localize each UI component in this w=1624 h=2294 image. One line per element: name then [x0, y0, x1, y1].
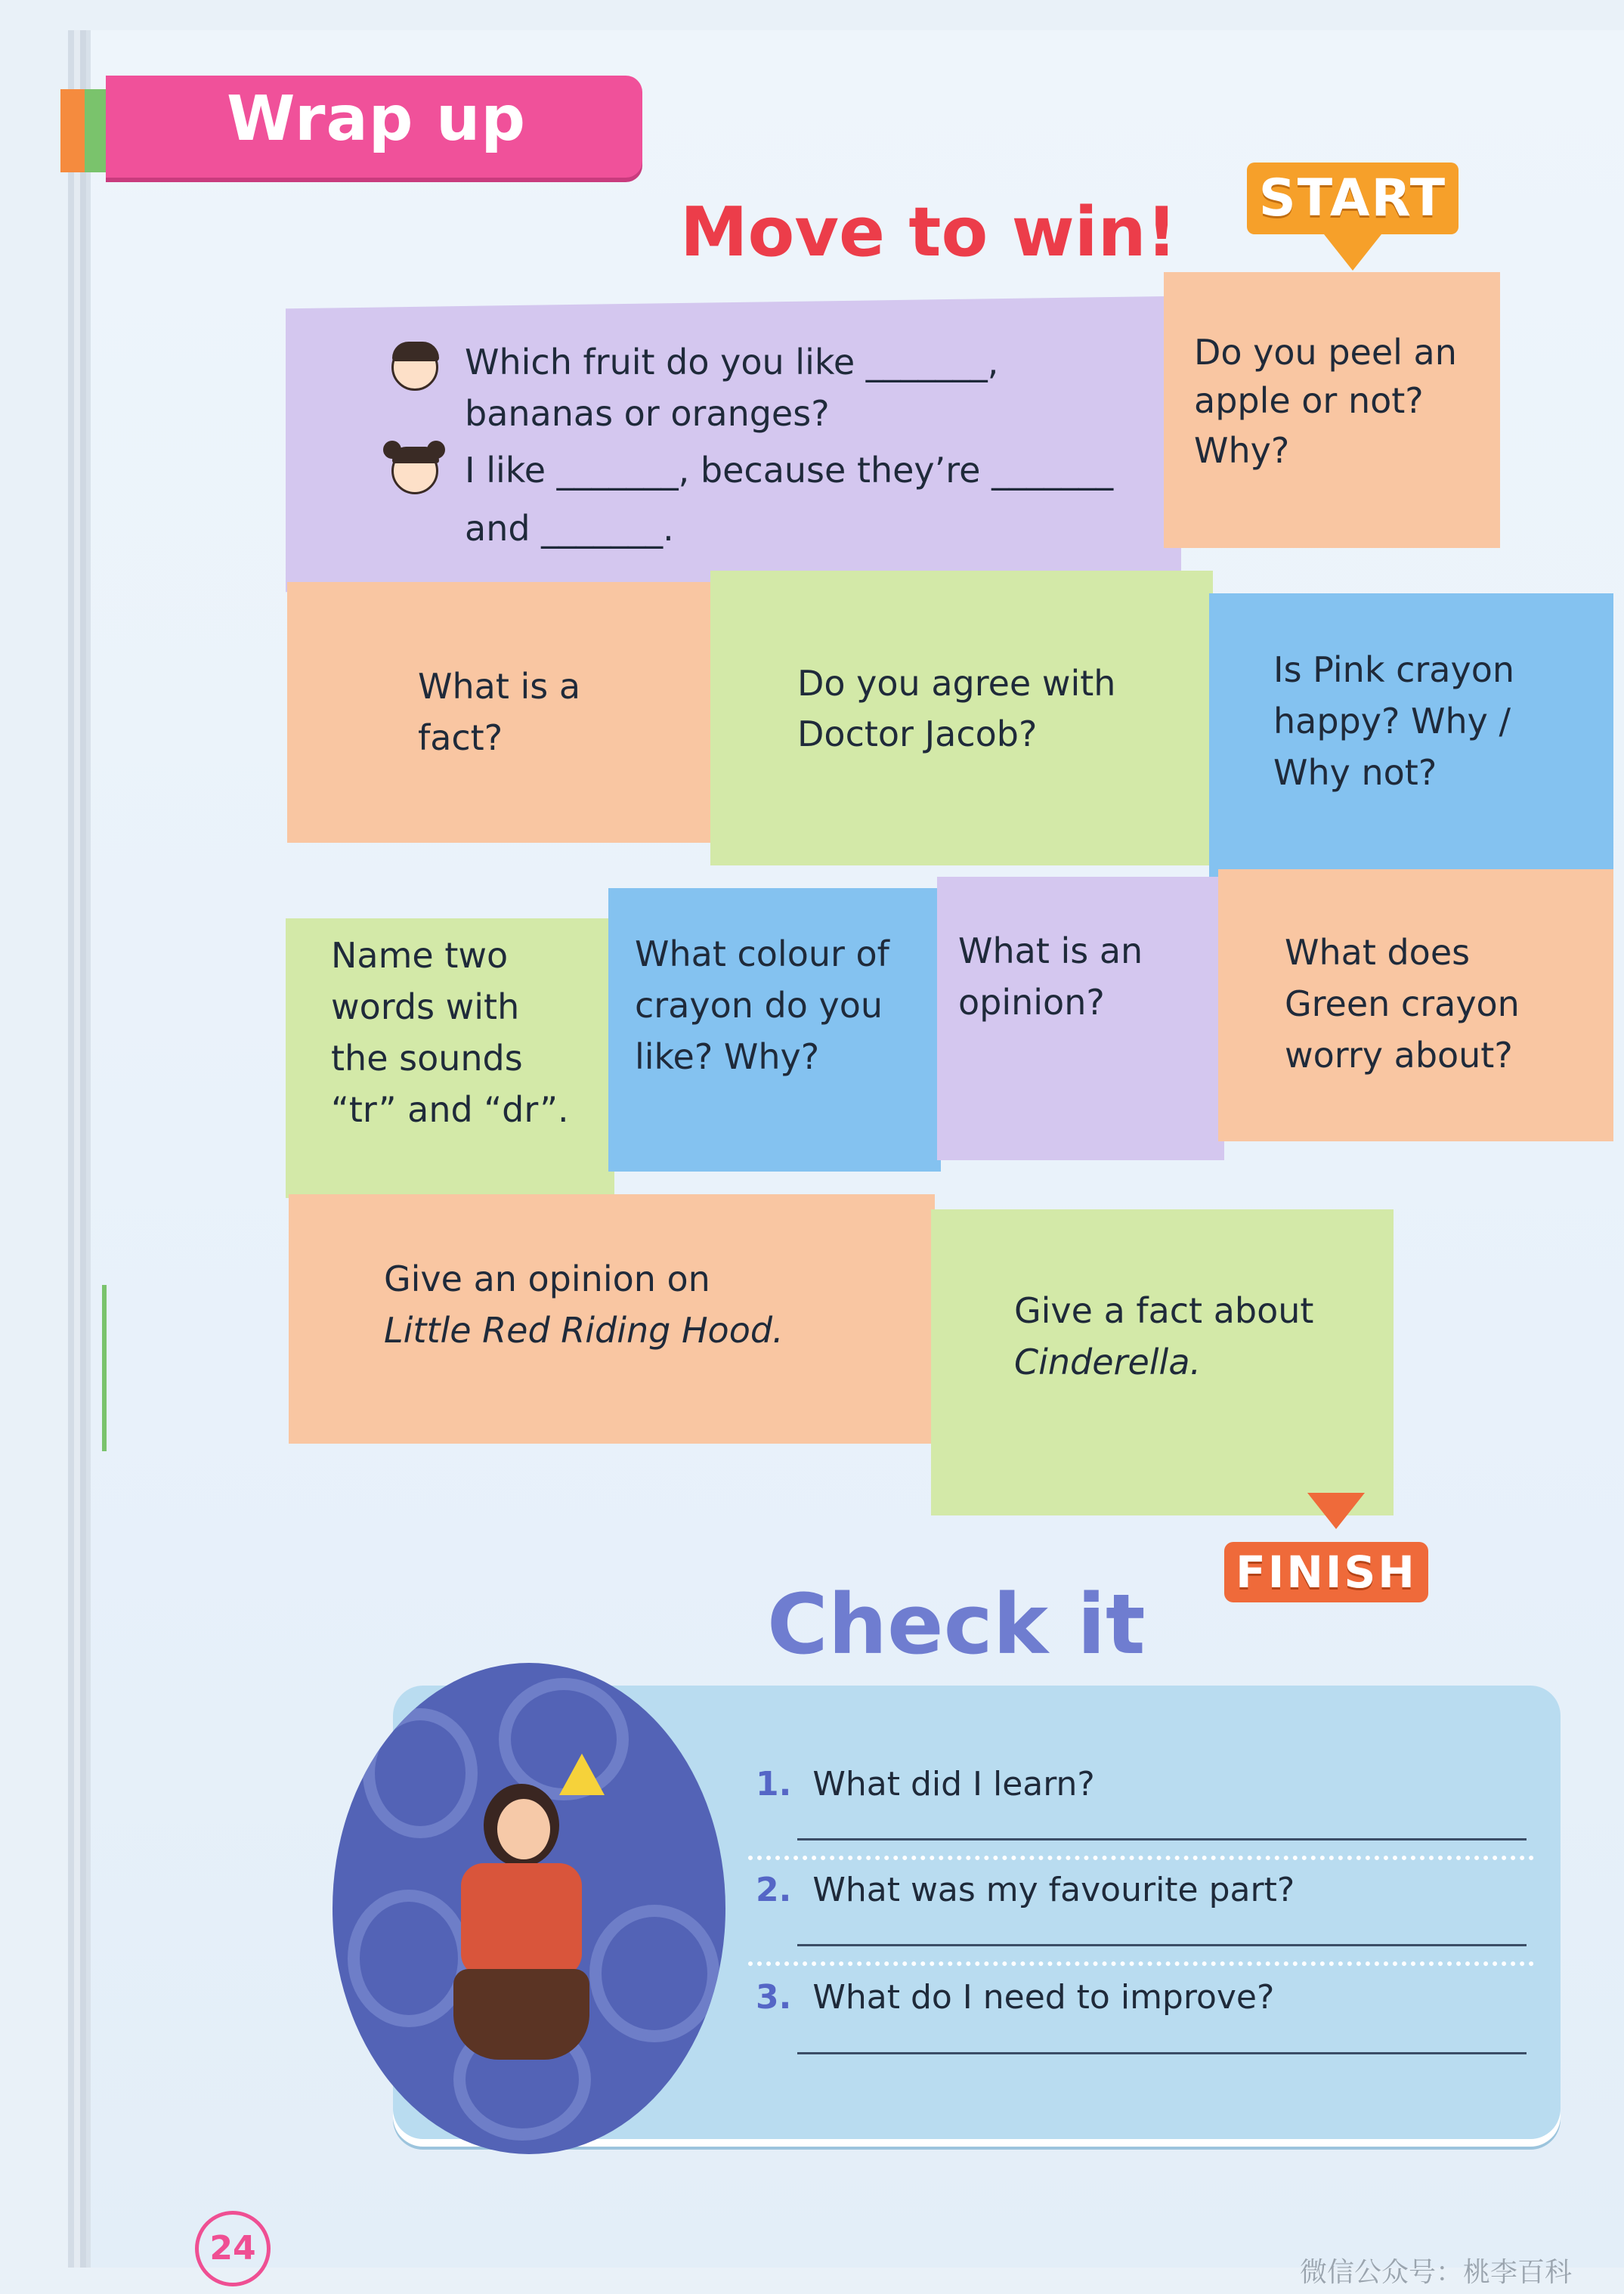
tile6-line2: Green crayon — [1285, 983, 1520, 1024]
question-number: 3. — [756, 1978, 792, 2017]
check-question-3 — [756, 1978, 1274, 2017]
girl-face-icon — [391, 447, 438, 494]
game-title: Move to win! — [680, 193, 1177, 272]
finish-badge: FINISH — [1224, 1542, 1428, 1602]
tile2-line2: apple or not? — [1194, 380, 1424, 421]
banner-tab-green — [85, 89, 106, 172]
watermark-text: 微信公众号：桃李百科 — [1300, 2257, 1573, 2288]
question-text: What do I need to improve? — [812, 1978, 1275, 2017]
tile3-line2: fact? — [418, 717, 503, 758]
start-arrow-icon — [1324, 234, 1381, 271]
tile1-line2: bananas or oranges? — [465, 393, 830, 434]
tile2-line3: Why? — [1194, 430, 1290, 471]
tile8-line2: crayon do you — [635, 985, 883, 1026]
answer-line-3[interactable] — [797, 2052, 1527, 2054]
wave-pattern — [363, 1708, 478, 1838]
wave-pattern — [589, 1905, 719, 2042]
tile5-line2: happy? Why / — [1273, 701, 1511, 741]
question-number: 2. — [756, 1871, 792, 1909]
tile4-line1: Do you agree with — [797, 663, 1116, 704]
tile1-line1: Which fruit do you like _______, — [465, 342, 999, 382]
tile2-line1: Do you peel an — [1194, 332, 1457, 373]
girl-skirt — [453, 1969, 589, 2060]
check-question-2 — [756, 1871, 1295, 1909]
tile1-line3: I like _______, because they’re _______ — [465, 450, 1114, 491]
question-text: What was my favourite part? — [812, 1871, 1295, 1909]
tile7-line1: What is an — [958, 930, 1143, 971]
dotted-divider — [748, 1961, 1534, 1966]
finish-arrow-icon — [1307, 1493, 1365, 1529]
page-number: 24 — [195, 2211, 271, 2286]
answer-line-1[interactable] — [797, 1838, 1527, 1840]
girl-sweater — [461, 1863, 582, 1977]
tile6-line3: worry about? — [1285, 1035, 1513, 1076]
star-icon — [559, 1754, 605, 1795]
page-edge-tab — [102, 1285, 107, 1451]
tile4-line2: Doctor Jacob? — [797, 714, 1038, 754]
dotted-divider — [748, 1856, 1534, 1860]
check-it-title: Check it — [767, 1576, 1146, 1673]
tile6-line1: What does — [1285, 932, 1471, 973]
answer-line-2[interactable] — [797, 1944, 1527, 1946]
start-badge: START — [1247, 163, 1459, 234]
boy-face-icon — [391, 344, 438, 391]
tile8-line1: What colour of — [635, 933, 889, 974]
tile7-line2: opinion? — [958, 982, 1105, 1023]
tile5-line1: Is Pink crayon — [1273, 649, 1514, 690]
question-text: What did I learn? — [812, 1765, 1095, 1803]
tile3-line1: What is a — [418, 666, 581, 707]
tile1-line4: and _______. — [465, 508, 674, 549]
wrap-up-label: Wrap up — [227, 83, 527, 155]
girl-illustration — [333, 1663, 725, 2154]
tile11-line2: Cinderella. — [1014, 1342, 1202, 1382]
tile9-line2: words with — [331, 986, 520, 1027]
tile9-line1: Name two — [331, 935, 509, 976]
tile10-line1: Give an opinion on — [384, 1258, 710, 1299]
check-question-1 — [756, 1765, 1095, 1803]
tile9-line4: “tr” and “dr”. — [331, 1089, 569, 1130]
tile10-line2: Little Red Riding Hood. — [384, 1310, 784, 1351]
question-number: 1. — [756, 1765, 792, 1803]
tile8-line3: like? Why? — [635, 1036, 820, 1077]
tile9-line3: the sounds — [331, 1038, 523, 1079]
wave-pattern — [348, 1890, 470, 2027]
girl-face — [497, 1799, 550, 1859]
tile5-line3: Why not? — [1273, 752, 1437, 793]
tile11-line1: Give a fact about — [1014, 1290, 1314, 1331]
wrap-up-banner — [106, 76, 642, 178]
